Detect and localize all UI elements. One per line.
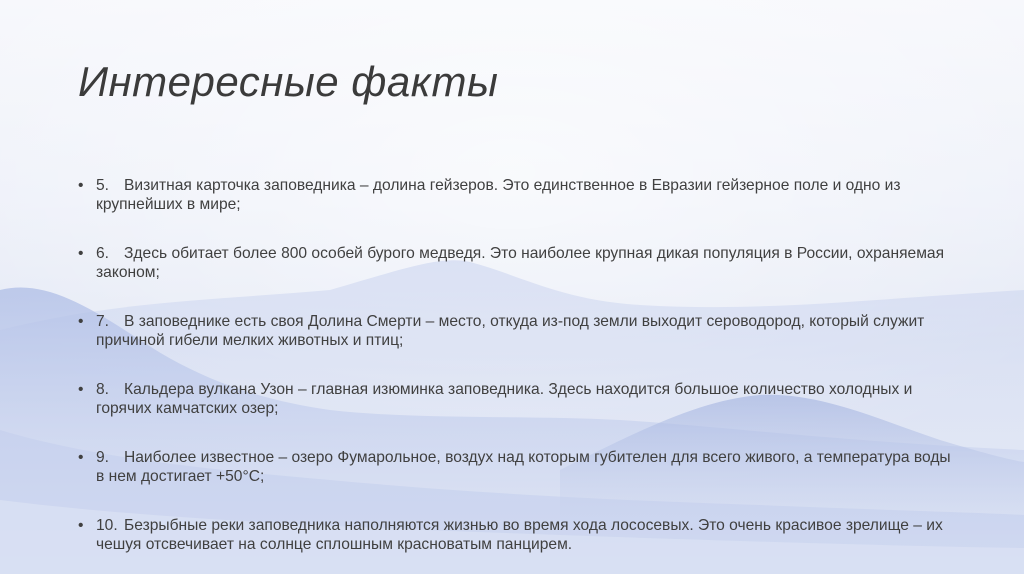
item-text: Безрыбные реки заповедника наполняются жизнью во время хода лососевых. Это очень красивое зрелище – их чешуя отсвечивает на солнце сплошным красноватым панцирем. bbox=[96, 517, 943, 553]
bullet-icon: • bbox=[78, 517, 84, 534]
item-number: 10. bbox=[96, 517, 118, 534]
item-text: Здесь обитает более 800 особей бурого медведя. Это наиболее крупная дикая популяция в России, охраняемая законом; bbox=[96, 245, 945, 281]
bullet-icon: • bbox=[78, 245, 84, 262]
list-item bbox=[78, 380, 958, 418]
list-item bbox=[78, 448, 958, 486]
bullet-icon: • bbox=[78, 449, 84, 466]
item-number: 8. bbox=[96, 381, 110, 398]
item-number: 6. bbox=[96, 245, 110, 262]
item-text: В заповеднике есть своя Долина Смерти – место, откуда из-под земли выходит сероводород, который служит причиной гибели мелких животных и птиц; bbox=[96, 313, 925, 349]
item-number: 5. bbox=[96, 177, 110, 194]
item-text: Кальдера вулкана Узон – главная изюминка заповедника. Здесь находится большое количество холодных и горячих камчатских озер; bbox=[96, 381, 913, 417]
slide-title: Интересные факты bbox=[78, 58, 499, 105]
bullet-icon: • bbox=[78, 177, 84, 194]
item-text: Наиболее известное – озеро Фумарольное, воздух над которым губителен для всего живого, а температура воды в нем достигает +50°C; bbox=[96, 449, 951, 485]
item-number: 7. bbox=[96, 313, 110, 330]
list-item bbox=[78, 312, 958, 350]
list-item bbox=[78, 176, 958, 214]
list-item bbox=[78, 516, 958, 554]
facts-list bbox=[78, 176, 958, 574]
list-item bbox=[78, 244, 958, 282]
item-text: Визитная карточка заповедника – долина гейзеров. Это единственное в Евразии гейзерное поле и одно из крупнейших в мире; bbox=[96, 177, 901, 213]
item-number: 9. bbox=[96, 449, 110, 466]
bullet-icon: • bbox=[78, 313, 84, 330]
bullet-icon: • bbox=[78, 381, 84, 398]
